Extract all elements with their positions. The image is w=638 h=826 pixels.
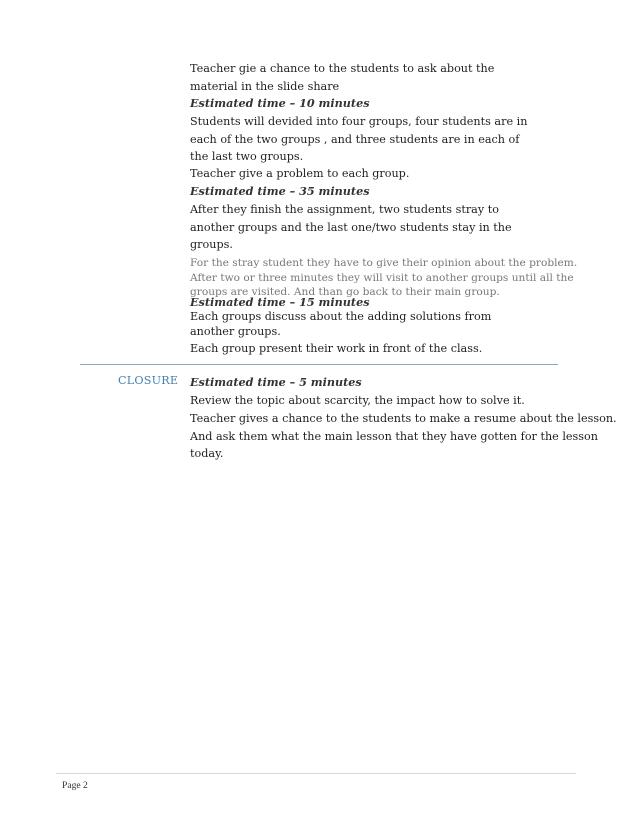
activity-paragraph-4 xyxy=(190,201,570,254)
text-line: each of the two groups , and three students are in each of xyxy=(190,132,520,146)
closure-paragraph-2 xyxy=(190,410,617,463)
text-line: another groups. xyxy=(190,325,281,338)
activity-paragraph-6 xyxy=(190,309,570,339)
text-line: today. xyxy=(190,447,224,461)
text-line: Teacher gives a chance to the students to make a resume about the lesson. xyxy=(190,412,617,425)
text-line: material in the slide share xyxy=(190,79,340,93)
text-line: another groups and the last one/two students stay in the xyxy=(190,220,512,234)
activity-paragraph-1 xyxy=(190,60,570,95)
text-line: Each groups discuss about the adding solutions from xyxy=(190,310,492,323)
text-line: After two or three minutes they will visit to another groups until all the xyxy=(190,271,574,284)
text-line: groups are visited. And than go back to their main group. xyxy=(190,286,500,298)
text-line: the last two groups. xyxy=(190,150,304,164)
closure-label: CLOSURE xyxy=(118,374,179,387)
text-line: Teacher gie a chance to the students to ask about the xyxy=(190,62,495,75)
text-line: groups. xyxy=(190,238,233,252)
activity-paragraph-3: Teacher give a problem to each group. xyxy=(190,167,410,180)
activity-paragraph-2 xyxy=(190,113,570,166)
estimated-time-15: Estimated time – 15 minutes xyxy=(190,295,370,309)
estimated-time-35: Estimated time – 35 minutes xyxy=(190,184,370,198)
estimated-time-5: Estimated time – 5 minutes xyxy=(190,375,362,389)
estimated-time-10: Estimated time – 10 minutes xyxy=(190,96,370,110)
closure-paragraph-1: Review the topic about scarcity, the impact how to solve it. xyxy=(190,394,525,407)
text-line: For the stray student they have to give their opinion about the problem. xyxy=(190,257,578,269)
activity-paragraph-7: Each group present their work in front of the class. xyxy=(190,342,483,355)
page-number: Page 2 xyxy=(62,780,88,791)
activity-paragraph-5 xyxy=(190,256,610,300)
text-line: And ask them what the main lesson that they have gotten for the lesson xyxy=(190,429,598,443)
text-line: After they finish the assignment, two students stray to xyxy=(190,203,499,216)
text-line: Students will devided into four groups, four students are in xyxy=(190,115,528,128)
footer-rule xyxy=(56,773,576,774)
section-divider xyxy=(80,364,558,365)
